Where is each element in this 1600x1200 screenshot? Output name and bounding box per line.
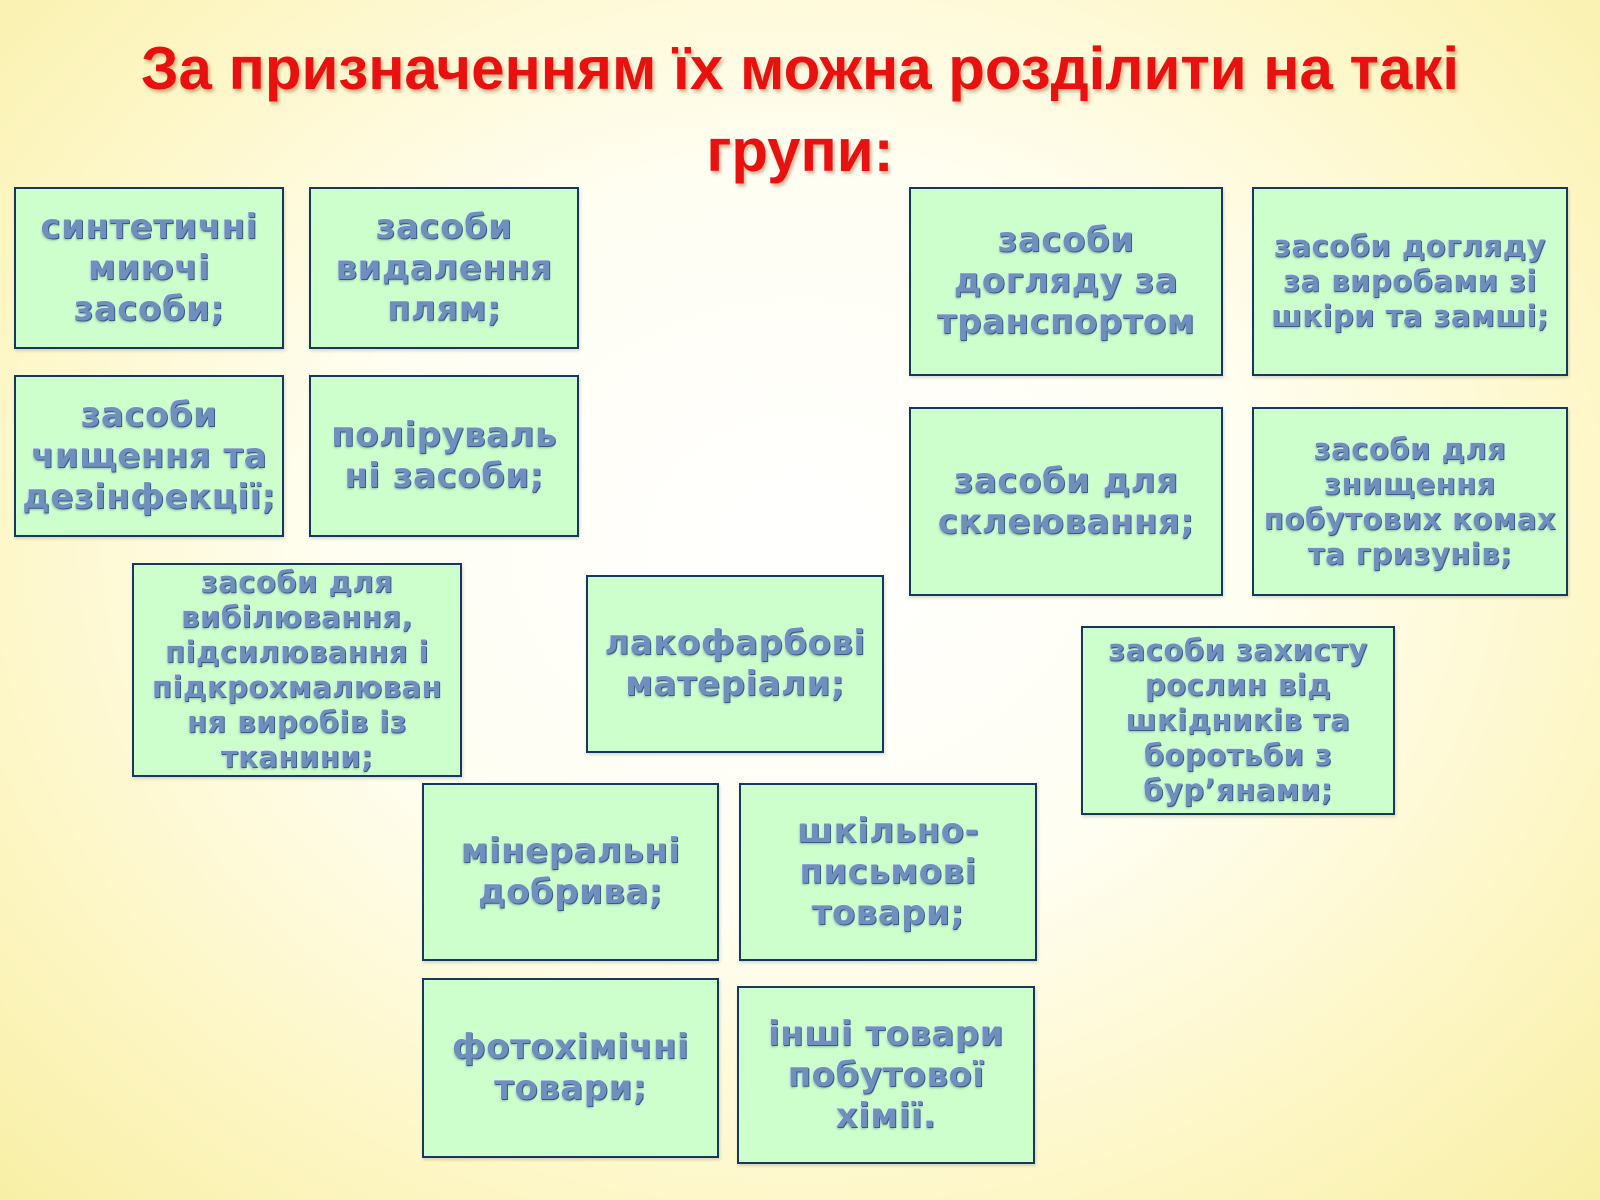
box-plant-protection xyxy=(1081,626,1395,815)
box-gluing xyxy=(909,407,1223,596)
box-cleaning-disinfection-label: засоби чищення та дезінфекції; xyxy=(22,394,276,517)
box-other-household-label: інші товари побутової хімії. xyxy=(768,1013,1004,1136)
box-photochemical-label: фотохімічні товари; xyxy=(451,1027,690,1108)
box-transport-care xyxy=(909,187,1223,376)
box-paints-varnishes-label: лакофарбові матеріали; xyxy=(604,623,866,704)
box-synthetic-detergents-label: синтетичні миючі засоби; xyxy=(40,206,258,329)
box-stain-removers xyxy=(309,187,579,349)
box-gluing-label: засоби для склеювання; xyxy=(937,460,1195,542)
box-bleaching-starching-label: засоби для вибілювання, підсилювання і підкрохмалюван ня виробів із тканини; xyxy=(151,565,443,774)
box-polishing-label: поліруваль ні засоби; xyxy=(331,415,557,496)
box-other-household xyxy=(737,986,1035,1164)
slide-title: За призначенням їх можна розділити на такі групи: xyxy=(140,35,1460,184)
box-polishing xyxy=(309,375,579,537)
box-cleaning-disinfection xyxy=(14,375,284,537)
box-leather-suede-care-label: засоби догляду за виробами зі шкіри та замші; xyxy=(1270,229,1550,333)
box-mineral-fertilizers xyxy=(422,783,719,961)
box-stationery xyxy=(739,783,1037,961)
box-plant-protection-label: засоби захисту рослин від шкідників та боротьби з бур’янами; xyxy=(1108,633,1368,807)
box-insects-rodents xyxy=(1252,407,1568,596)
box-mineral-fertilizers-label: мінеральні добрива; xyxy=(460,831,681,912)
box-leather-suede-care xyxy=(1252,187,1568,376)
box-stationery-label: шкільно- письмові товари; xyxy=(796,810,980,933)
box-transport-care-label: засоби догляду за транспортом xyxy=(936,220,1196,342)
box-insects-rodents-label: засоби для знищення побутових комах та гризунів; xyxy=(1263,431,1557,571)
box-stain-removers-label: засоби видалення плям; xyxy=(335,206,553,329)
box-synthetic-detergents xyxy=(14,187,284,349)
box-photochemical xyxy=(422,978,719,1158)
box-paints-varnishes xyxy=(586,575,884,753)
box-bleaching-starching xyxy=(132,563,462,777)
